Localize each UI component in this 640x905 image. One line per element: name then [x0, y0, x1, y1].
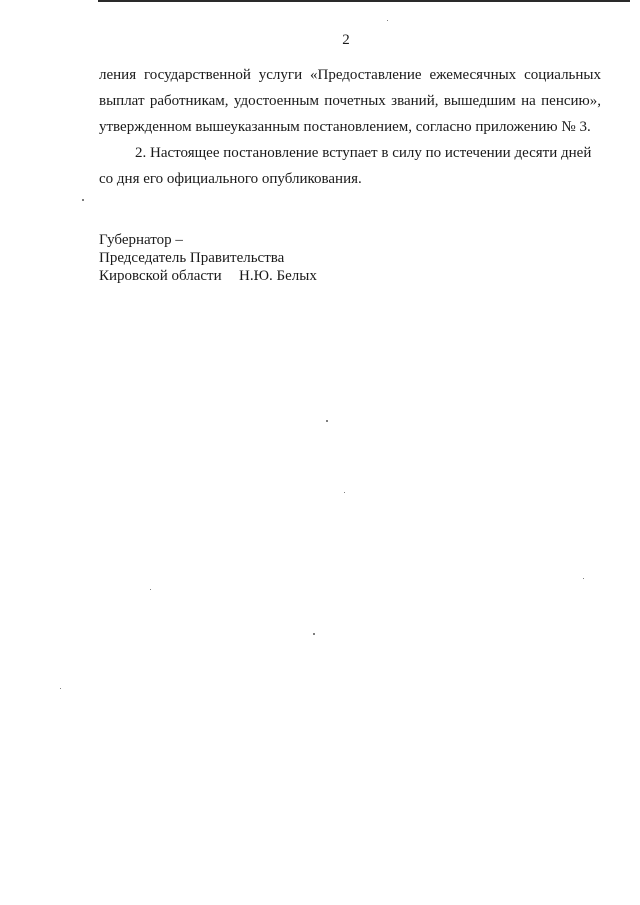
- scan-speck: [313, 633, 315, 635]
- scan-speck: [387, 20, 388, 21]
- scan-speck: [326, 420, 328, 422]
- scan-speck: [150, 589, 151, 590]
- scan-speck: [82, 199, 84, 201]
- scan-speck: [583, 578, 584, 579]
- scan-speck: [60, 688, 61, 689]
- signature-title-1: Губернатор –: [99, 232, 183, 248]
- signature-title-2: Председатель Правительства: [99, 250, 285, 266]
- scan-speck: [344, 492, 345, 493]
- body-line-1: ления государственной услуги «Предоставление ежемесячных социальных: [99, 67, 601, 83]
- body-line-2: выплат работникам, удостоенным почетных званий, вышедшим на пенсию»,: [99, 93, 601, 109]
- page-number: 2: [342, 32, 350, 48]
- body-line-3: утвержденном вышеуказанным постановлением, согласно приложению № 3.: [99, 119, 591, 135]
- signature-title-3: Кировской области: [99, 268, 222, 284]
- body-line-4: 2. Настоящее постановление вступает в силу по истечении десяти дней: [135, 145, 592, 161]
- body-line-5: со дня его официального опубликования.: [99, 171, 362, 187]
- scan-edge-line: [98, 0, 630, 2]
- signature-name: Н.Ю. Белых: [239, 268, 317, 284]
